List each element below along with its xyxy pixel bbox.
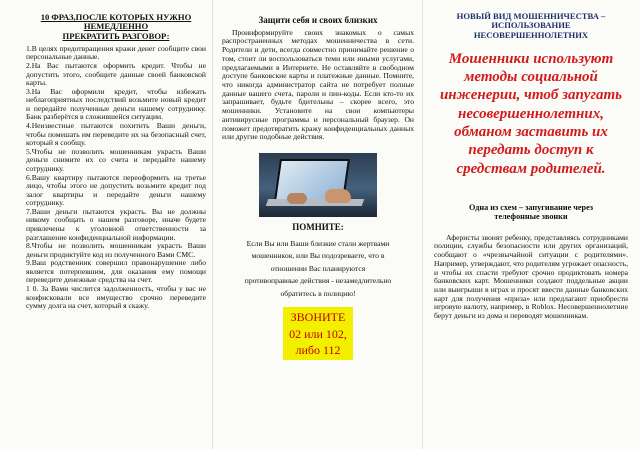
remember-line: противоправные действия - незамедлительно	[244, 276, 392, 286]
call-line: ЗВОНИТЕ	[290, 310, 346, 325]
scheme-heading-line-1: Одна из схем – запугивание через	[468, 202, 593, 212]
remember-line: обратитесь в полицию!	[280, 288, 356, 298]
phrase-item: 8.Чтобы не позволить мошенникам украсть Ваши деньги продиктуйте код из полученного Вами СМС.	[26, 241, 206, 259]
phrase-item: 4.Неизвестные пытаются похитить Ваши деньги, чтобы помешать им переведите их на безопасный счет, который я сообщу.	[26, 121, 206, 148]
phrases-list	[26, 45, 206, 311]
phrase-item: 9.Ваш родственник совершил правонарушение либо является потерпевшим, для оказания ему помощи переведите денежные средства на счет.	[26, 258, 206, 285]
phrase-item: 2.На Вас пытаются оформить кредит. Чтобы не допустить этого, сообщите данные своей банковской карты.	[26, 61, 206, 88]
call-police-box	[283, 307, 353, 360]
scheme-heading-line-2: телефонные звонки	[494, 211, 568, 221]
left-heading-line-3: ПРЕКРАТИТЬ РАЗГОВОР:	[62, 30, 170, 41]
remember-line: отношении Вас планируются	[270, 263, 366, 273]
left-heading-line-2: НЕМЕДЛЕННО	[83, 21, 149, 32]
remember-line: Если Вы или Ваши близкие стали жертвами	[246, 238, 390, 248]
call-line: либо 112	[295, 342, 341, 357]
right-heading	[434, 12, 628, 40]
laptop-photo	[259, 153, 377, 217]
right-heading-line-2: ИСПОЛЬЗОВАНИЕ	[491, 20, 571, 31]
remember-text	[222, 238, 414, 301]
right-heading-line-1: НОВЫЙ ВИД МОШЕННИЧЕСТВА –	[456, 11, 606, 21]
phrase-item: 1.В целях предотвращения кражи денег сообщите свои персональные данные.	[26, 43, 206, 62]
protect-paragraph: Проинформируйте своих знакомых о самых распространенных методах мошенничества в сети. Родители и дети, всегда совместно принимайте решение о том, стоит ли воспользоваться теми или иными услугами, предлагаемыми в Интернете. Не оставляйте в свободном доступе банковские карты и платежные данные. Помните, что никогда администратор сайта не потребует полные данные вашего счета, пароли и пин-коды. Если кто-то их запрашивает, будьте бдительны – скорее всего, это мошенники. Установите на свои компьютеры антивирусные программы и персональный браузер. Он поможет предотвратить кражу конфиденциальных данных или другие подобные действия.	[222, 27, 414, 142]
left-heading-line-1: 10 ФРАЗ,ПОСЛЕ КОТОРЫХ НУЖНО	[40, 12, 192, 22]
phrase-item: 3.На Вас оформили кредит, чтобы избежать неблагоприятных последствий возьмите новый кредит и передайте полученные деньги нашему сотруднику. Банк разберётся в сложившейся ситуации.	[26, 86, 206, 122]
phrase-item: 5.Чтобы не позволить мошенникам украсть Ваши деньги снимите их со счета и передайте нашему сотруднику.	[26, 146, 206, 173]
phrase-item: 7.Ваши деньги пытаются украсть. Вы не должны никому сообщать о нашем разговоре, иначе будете привлечены к уголовной ответственности за разглашение конфиденциальной информации.	[26, 206, 206, 242]
remember-heading: ПОМНИТЕ:	[292, 222, 344, 233]
right-heading-line-3: НЕСОВЕРШЕННОЛЕТНИХ	[473, 29, 589, 40]
right-column	[422, 0, 640, 449]
hand-shape	[325, 189, 351, 203]
scheme-heading	[434, 204, 628, 222]
left-heading	[26, 13, 206, 41]
warning-slogan: Мошенники используют методы социальной инженерии, чтоб запугать несовершеннолетних, обманом заставить их передать доступ к средствам родителей.	[439, 50, 623, 177]
middle-column	[212, 0, 422, 449]
scheme-paragraph: Аферисты звонят ребенку, представляясь сотрудниками полиции, службы безопасности или других организаций, сообщают о «чрезвычайной ситуации с родителями». Например, утверждают, что родителям угрожает опасность, и чтобы их спасти требуют срочно продиктовать номера банковских карт. Мошенники создают поддельные акции или выигрыши в играх и просят ввести данные банковских карт для получения «приза» или предлагают приобрести игровую валюту, например, в Roblox. Несовершеннолетние берут деньги из дома и переводят мошенникам.	[434, 232, 628, 321]
remember-line: мошенников, или Вы подозреваете, что в	[251, 251, 385, 261]
hand-shape	[287, 193, 307, 204]
protect-heading: Защити себя и своих близких	[258, 15, 378, 25]
left-column	[0, 0, 212, 449]
phrase-item: 1 0. За Вами числится задолженность, чтобы у вас не конфисковали все имущество срочно переведите сумму долга на счет, который я скажу.	[26, 284, 206, 311]
phrase-item: 6.Вашу квартиру пытаются переоформить на третье лицо, чтобы этого не допустить возьмите кредит под залог квартиры и передайте деньги нашему сотруднику.	[26, 172, 206, 208]
call-line: 02 или 102,	[289, 326, 347, 341]
